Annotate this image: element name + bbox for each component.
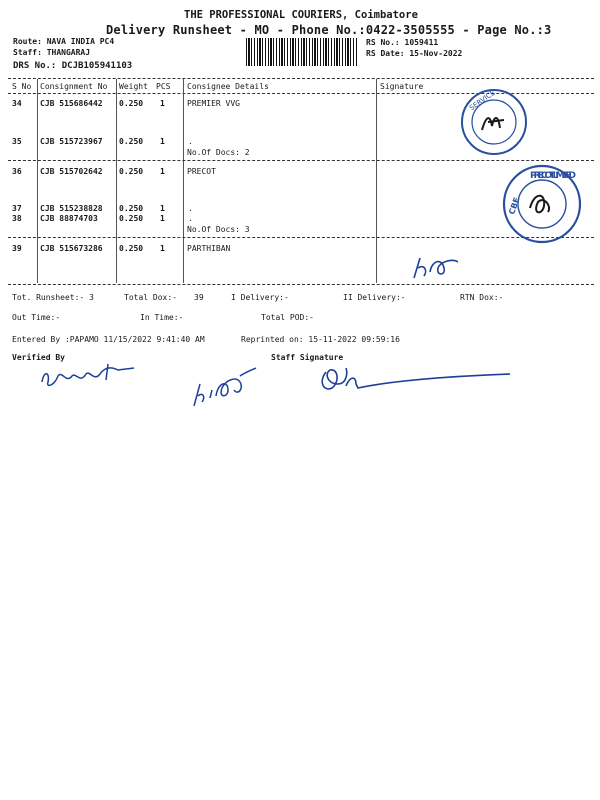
rs-date: RS Date: 15-Nov-2022 [366,49,463,58]
row-sno: 34 [12,99,22,108]
total-pod: Total POD:- [261,313,314,322]
out-time: Out Time:- [12,313,61,322]
svg-text:PRECOT LIMITED: PRECOT LIMITED [530,171,576,181]
row-weight: 0.250 [119,244,144,253]
row-sno: 39 [12,244,22,253]
row-pcs: 1 [160,137,165,146]
col-consignee: Consignee Details [187,82,269,91]
barcode [246,38,358,66]
verifier-signature [38,362,138,392]
col-divider [183,79,184,283]
col-consignment: Consignment No [40,82,108,91]
row-pcs: 1 [160,214,165,223]
docs-count: No.Of Docs: 2 [187,148,250,157]
row-consignment: CJB 515723967 [40,137,103,146]
row-sno: 35 [12,137,22,146]
receiver-signature [410,252,466,282]
docs-count: No.Of Docs: 3 [187,225,250,234]
staff-signature [316,362,512,396]
row-consignee: PARTHIBAN [187,244,231,253]
col-weight: Weight [119,82,148,91]
svg-text:CBE: CBE [507,196,522,216]
staff-signature-label: Staff Signature [271,353,344,362]
staff-label: Staff: THANGARAJ [13,48,91,57]
col-divider [116,79,117,283]
row-pcs: 1 [160,204,165,213]
rtn-dox: RTN Dox:- [460,293,504,302]
row-pcs: 1 [160,99,165,108]
row-consignee: . [188,214,193,223]
row-consignment: CJB 515238828 [40,204,103,213]
total-dox-value: 39 [194,293,204,302]
service-stamp [458,86,530,158]
row-weight: 0.250 [119,204,144,213]
row-consignee: . [188,137,193,146]
i-delivery: I Delivery:- [231,293,289,302]
company-title: THE PROFESSIONAL COURIERS, Coimbatore [184,9,418,21]
table-bottom-rule [8,284,594,285]
row-sno: 36 [12,167,22,176]
row-consignment: CJB 515702642 [40,167,103,176]
drs-number: DRS No.: DCJB105941103 [13,61,133,71]
row-sno: 37 [12,204,22,213]
col-divider [37,79,38,283]
precot-stamp [500,162,584,246]
row-consignee: PREMIER VVG [187,99,240,108]
table-top-rule [8,78,594,79]
row-consignment: CJB 88874703 [40,214,98,223]
verified-by-label: Verified By [12,353,65,362]
runsheet-subtitle: Delivery Runsheet - MO - Phone No.:0422-3505555 - Page No.:3 [106,23,552,37]
ii-delivery: II Delivery:- [343,293,406,302]
reprinted-on: Reprinted on: 15-11-2022 09:59:16 [241,335,400,344]
row-sno: 38 [12,214,22,223]
row-pcs: 1 [160,167,165,176]
row-weight: 0.250 [119,214,144,223]
in-time: In Time:- [140,313,184,322]
row-consignment: CJB 515673286 [40,244,103,253]
col-signature: Signature [380,82,424,91]
col-divider [376,79,377,283]
total-dox-label: Total Dox:- [124,293,177,302]
route-label: Route: NAVA INDIA PC4 [13,37,115,46]
tot-runsheet: Tot. Runsheet:- 3 [12,293,94,302]
col-sno: S No [12,82,32,91]
rs-number: RS No.: 1059411 [366,38,439,47]
row-rule [8,160,594,161]
row-consignee: . [188,204,193,213]
row-pcs: 1 [160,244,165,253]
row-consignment: CJB 515686442 [40,99,103,108]
row-weight: 0.250 [119,99,144,108]
col-pcs: PCS [156,82,171,91]
row-weight: 0.250 [119,137,144,146]
entered-by: Entered By :PAPAMO 11/15/2022 9:41:40 AM [12,335,205,344]
row-consignee: PRECOT [187,167,216,176]
handwritten-initials [188,366,258,414]
svg-text:SERVICE: SERVICE [468,88,497,113]
row-weight: 0.250 [119,167,144,176]
